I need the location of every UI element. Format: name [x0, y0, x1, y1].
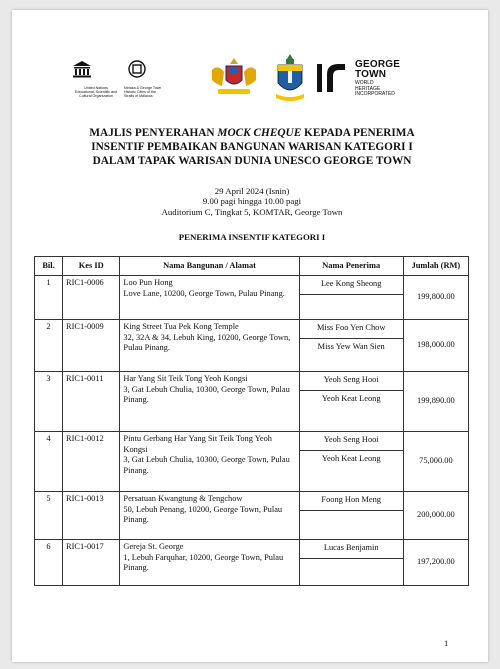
recipient-name: Lee Kong Sheong — [300, 276, 403, 295]
cell-amount: 199,890.00 — [403, 372, 468, 432]
cell-recipients — [299, 320, 403, 372]
table-row — [35, 320, 469, 372]
cell-building: King Street Tua Pek Kong Temple 32, 32A & 34, Lebuh King, 10200, George Town, Pulau Pinang. — [120, 320, 299, 372]
table-row — [35, 372, 469, 432]
cell-amount: 75,000.00 — [403, 432, 468, 492]
cell-amount: 198,000.00 — [403, 320, 468, 372]
page-number: 1 — [444, 638, 449, 648]
gt-name-line2: TOWN — [355, 69, 387, 80]
cell-bil: 6 — [35, 540, 63, 586]
unesco-logo — [72, 60, 120, 99]
logo-bar — [12, 46, 488, 112]
cell-amount: 197,200.00 — [403, 540, 468, 586]
cell-building: Loo Pun Hong Love Lane, 10200, George Town, Pulau Pinang. — [120, 276, 299, 320]
cell-recipients — [299, 276, 403, 320]
gt-name-line1: GEORGE — [355, 59, 401, 70]
table-row — [35, 492, 469, 540]
recipients-table — [34, 256, 469, 586]
header-jumlah: Jumlah (RM) — [403, 257, 468, 276]
unesco-caption: United Nations Educational, Scientific and Cultural Organization — [74, 86, 118, 99]
cell-recipients — [299, 432, 403, 492]
cell-kes-id: RIC1-0013 — [63, 492, 120, 540]
document-page — [12, 10, 488, 662]
cell-bil: 3 — [35, 372, 63, 432]
recipient-name: Miss Foo Yen Chow — [300, 320, 403, 339]
penang-crest-icon — [274, 52, 306, 102]
recipient-name: Yeoh Seng Hooi — [300, 372, 403, 391]
event-date: 29 April 2024 (Isnin) — [214, 186, 290, 196]
table-row — [35, 432, 469, 492]
cell-kes-id: RIC1-0009 — [63, 320, 120, 372]
unesco-temple-icon — [72, 60, 92, 78]
recipient-name: Yeoh Seng Hooi — [300, 432, 403, 451]
cell-building: Gereja St. George 1, Lebuh Farquhar, 10200, George Town, Pulau Pinang. — [120, 540, 299, 586]
header-bil: Bil. — [35, 257, 63, 276]
section-heading: PENERIMA INSENTIF KATEGORI I — [178, 232, 326, 242]
header-nama-bangunan: Nama Bangunan / Alamat — [120, 257, 299, 276]
event-venue: Auditorium C, Tingkat 5, KOMTAR, George Town — [161, 206, 343, 217]
header-nama-penerima: Nama Penerima — [299, 257, 403, 276]
header-kes-id: Kes ID — [63, 257, 120, 276]
table-row — [35, 540, 469, 586]
recipient-name: Lucas Benjamin — [300, 540, 403, 559]
world-heritage-caption: Melaka & George Town Historic Cities of the Straits of Malacca — [124, 86, 162, 99]
table-header-row — [35, 257, 469, 276]
recipient-name: Yeoh Keat Leong — [321, 453, 381, 463]
cell-building: Har Yang Sit Teik Tong Yeoh Kongsi 3, Gat Lebuh Chulia, 10300, George Town, Pulau Pinang. — [120, 372, 299, 432]
recipient-name: Miss Yew Wan Sien — [317, 341, 385, 351]
cell-bil: 2 — [35, 320, 63, 372]
cell-recipients — [299, 492, 403, 540]
cell-kes-id: RIC1-0006 — [63, 276, 120, 320]
george-town-world-heritage-logo — [315, 54, 435, 104]
table-row — [35, 276, 469, 320]
malaysia-coat-of-arms-icon — [204, 56, 264, 96]
cell-bil: 5 — [35, 492, 63, 540]
world-heritage-logo — [124, 60, 190, 99]
cell-recipients — [299, 540, 403, 586]
cell-recipients — [299, 372, 403, 432]
event-time: 9.00 pagi hingga 10.00 pagi — [202, 196, 302, 207]
event-info — [42, 186, 462, 217]
cell-building: Persatuan Kwangtung & Tengchow 50, Lebuh Penang, 10200, George Town, Pulau Pinang. — [120, 492, 299, 540]
recipient-name: Yeoh Keat Leong — [321, 393, 381, 403]
cell-kes-id: RIC1-0011 — [63, 372, 120, 432]
cell-kes-id: RIC1-0012 — [63, 432, 120, 492]
world-heritage-emblem-icon — [128, 60, 146, 78]
cell-bil: 1 — [35, 276, 63, 320]
cell-bil: 4 — [35, 432, 63, 492]
cell-building: Pintu Gerbang Har Yang Sit Teik Tong Yeoh Kongsi 3, Gat Lebuh Chulia, 10300, George Town, Pulau Pinang. — [120, 432, 299, 492]
gtwhi-mark-icon — [315, 62, 347, 94]
gt-subtitle: WORLD HERITAGE INCORPORATED — [355, 80, 395, 98]
cell-amount: 199,800.00 — [403, 276, 468, 320]
cell-kes-id: RIC1-0017 — [63, 540, 120, 586]
cell-amount: 200,000.00 — [403, 492, 468, 540]
document-title: MAJLIS PENYERAHAN MOCK CHEQUE KEPADA PENERIMA INSENTIF PEMBAIKAN BANGUNAN WARISAN KATEGORI I DALAM TAPAK WARISAN DUNIA UNESCO GEORGE TOWN — [89, 127, 415, 167]
recipient-name: Foong Hon Meng — [300, 492, 403, 511]
